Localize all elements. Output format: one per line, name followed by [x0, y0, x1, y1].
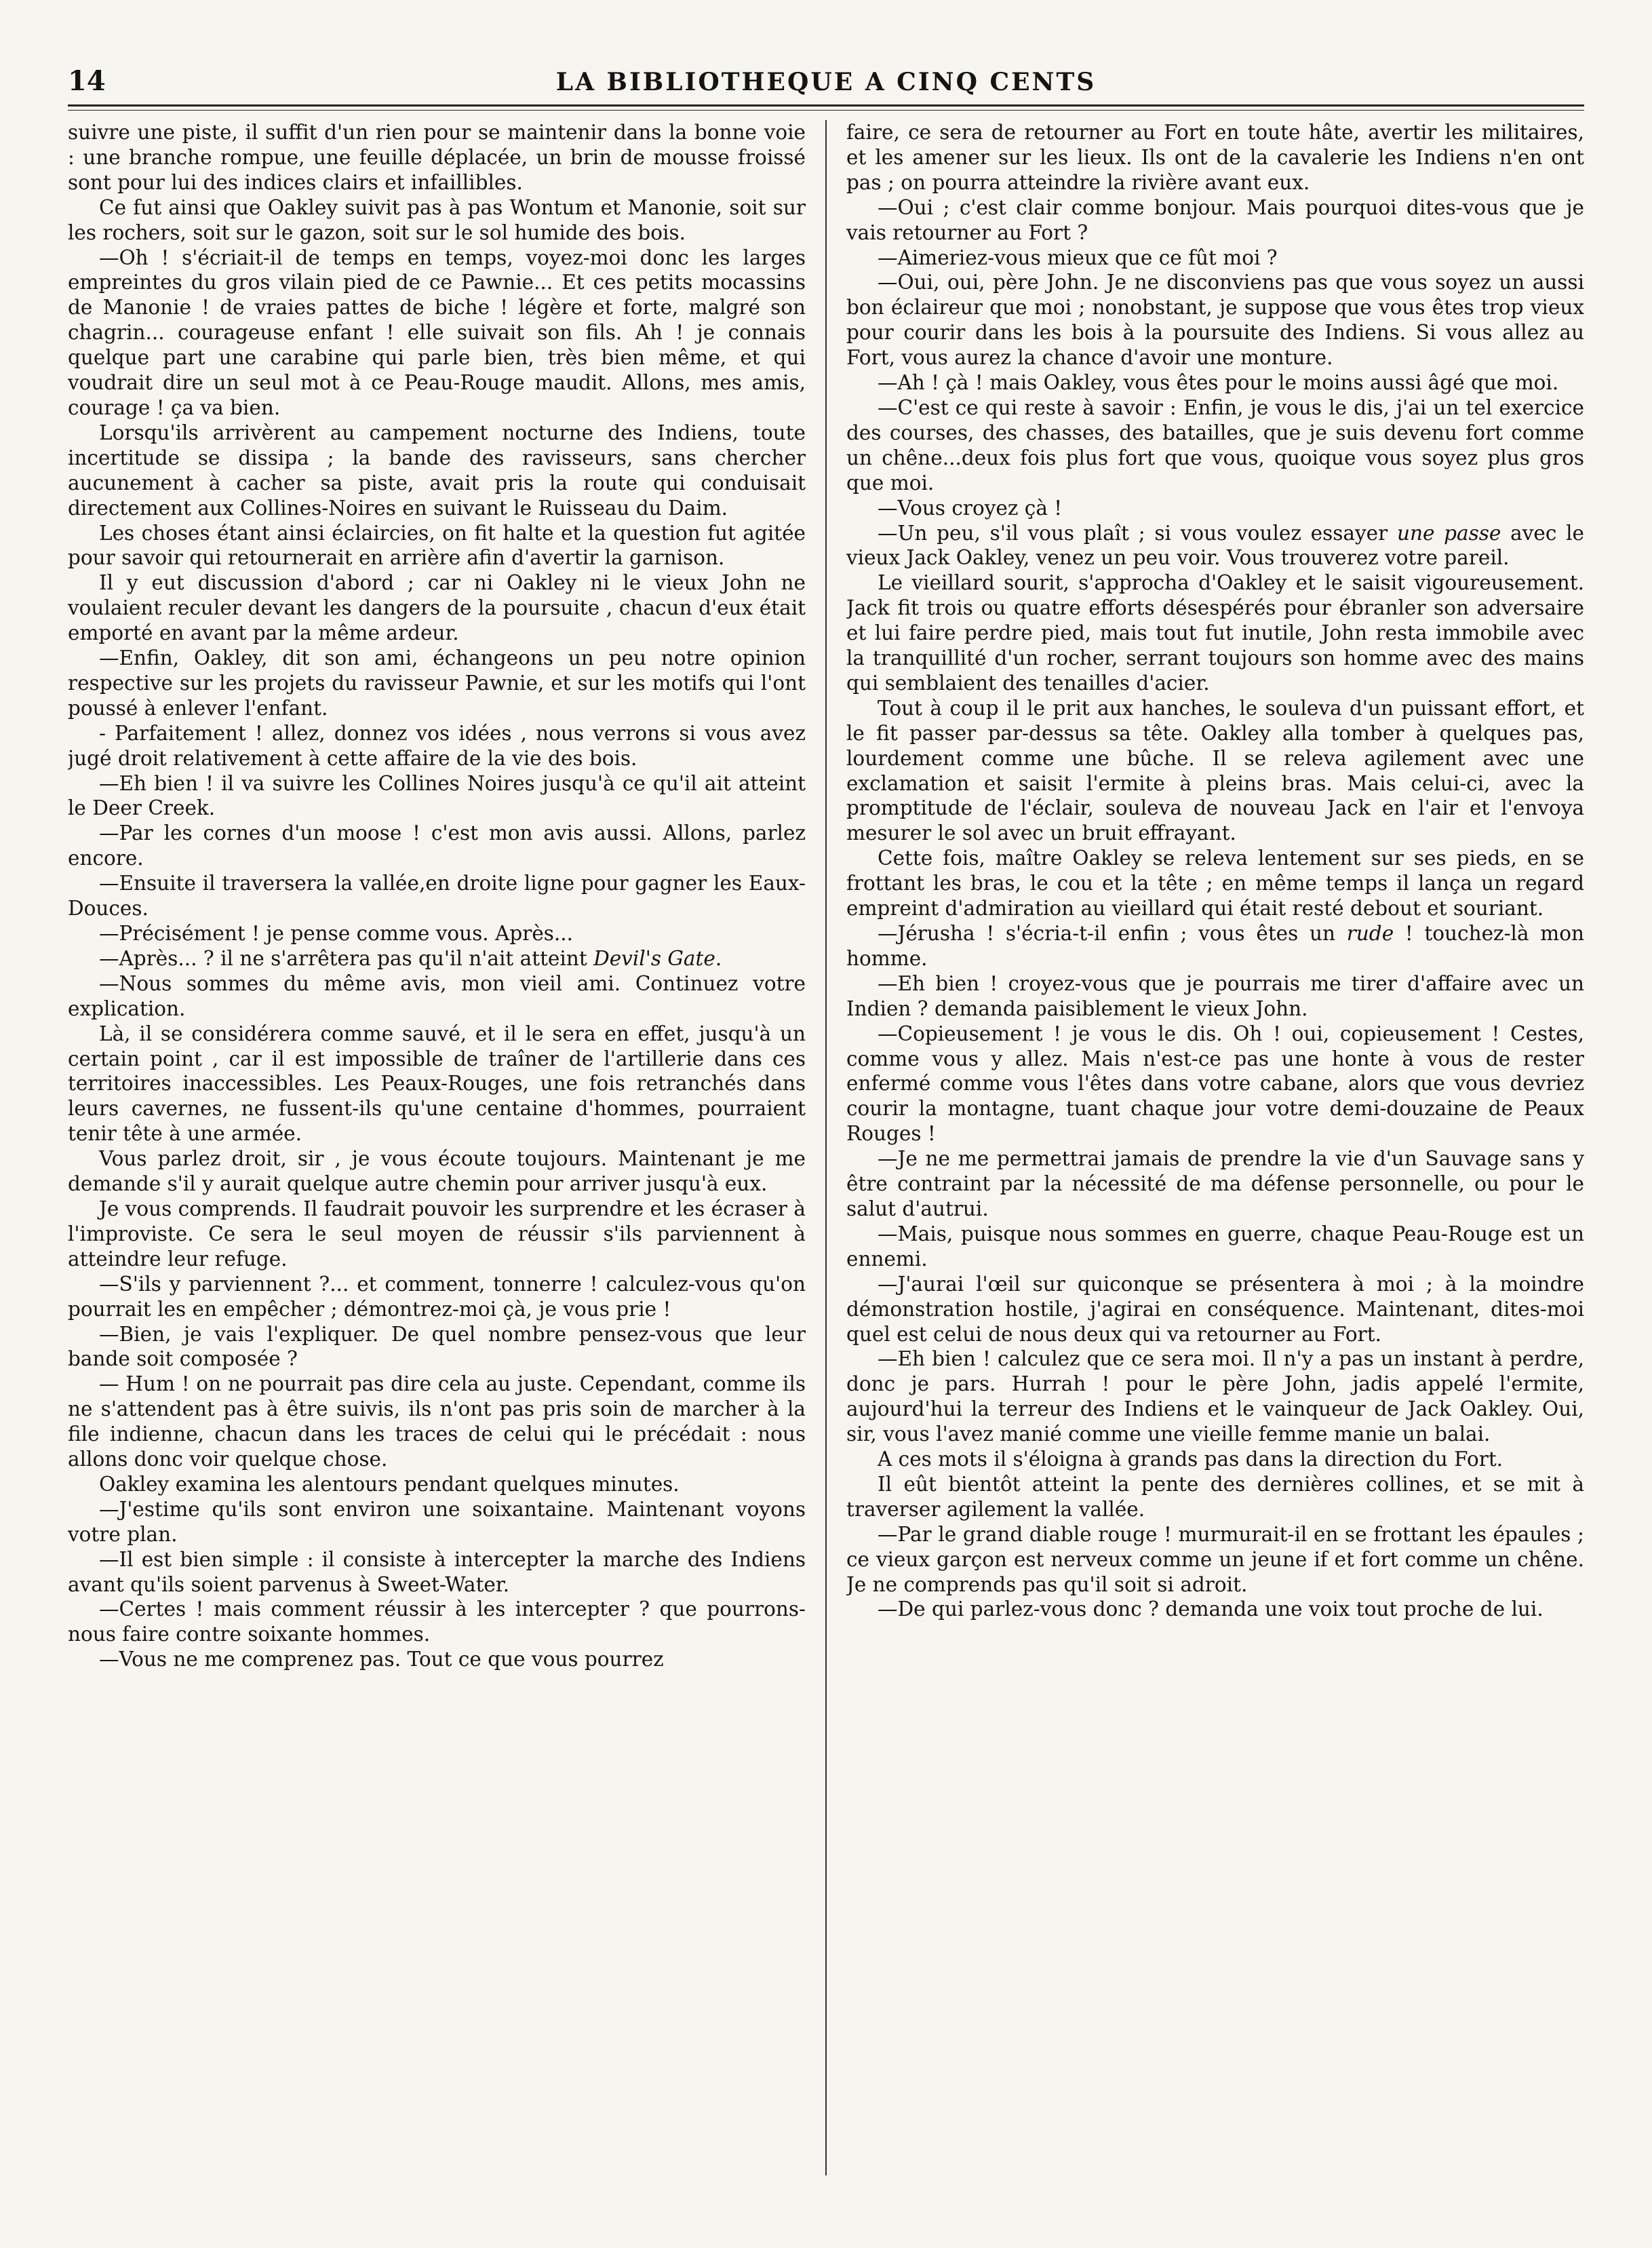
- paragraph: —Enfin, Oakley, dit son ami, échangeons un peu notre opinion respective sur les projets du ravisseur Pawnie, et sur les motifs qui l'ont poussé à enlever l'enfant.: [68, 646, 806, 720]
- paragraph: —S'ils y parviennent ?... et comment, tonnerre ! calculez-vous qu'on pourrait les en empêcher ; démontrez-moi çà, je vous prie !: [68, 1272, 806, 1321]
- paragraph: —Oui ; c'est clair comme bonjour. Mais pourquoi dites-vous que je vais retourner au Fort ?: [846, 195, 1584, 244]
- paragraph: Je vous comprends. Il faudrait pouvoir les surprendre et les écraser à l'improviste. Ce sera le seul moyen de réussir s'ils parviennent à atteindre leur refuge.: [68, 1197, 806, 1271]
- paragraph: —Oh ! s'écriait-il de temps en temps, voyez-moi donc les larges empreintes du gros vilain pied de ce Pawnie... Et ces petits mocassins de Manonie ! de vraies pattes de biche ! légère et forte, malgré son chagrin... courageuse enfant ! elle suivait son fils. Ah ! je connais quelque part une carabine qui parle bien, très bien même, et qui voudrait dire un seul mot à ce Peau-Rouge maudit. Allons, mes amis, courage ! ça va bien.: [68, 246, 806, 419]
- paragraph: —Nous sommes du même avis, mon vieil ami. Continuez votre explication.: [68, 971, 806, 1020]
- paragraph: —Un peu, s'il vous plaît ; si vous voulez essayer une passe avec le vieux Jack Oakley, venez un peu voir. Vous trouverez votre pareil.: [846, 521, 1584, 570]
- running-title: LA BIBLIOTHEQUE A CINQ CENTS: [555, 68, 1097, 96]
- text-columns: [68, 120, 1584, 2182]
- paragraph: —Bien, je vais l'expliquer. De quel nombre pensez-vous que leur bande soit composée ?: [68, 1322, 806, 1371]
- paragraph: —Eh bien ! calculez que ce sera moi. Il n'y a pas un instant à perdre, donc je pars. Hurrah ! pour le père John, jadis appelé l'ermite, aujourd'hui la terreur des Indiens et le vainqueur de Jack Oakley. Oui, sir, vous l'avez manié comme une vieille femme manie un balai.: [846, 1347, 1584, 1446]
- paragraph: —Certes ! mais comment réussir à les intercepter ? que pourrons-nous faire contre soixante hommes.: [68, 1597, 806, 1646]
- paragraph: —Après... ? il ne s'arrêtera pas qu'il n'ait atteint Devil's Gate.: [99, 946, 722, 970]
- paragraph: —Vous ne me comprenez pas. Tout ce que vous pourrez: [99, 1648, 664, 1671]
- paragraph: —Par le grand diable rouge ! murmurait-il en se frottant les épaules ; ce vieux garçon est nerveux comme un jeune if et fort comme un chêne. Je ne comprends pas qu'il soit si adroit.: [846, 1522, 1584, 1596]
- paragraph: —Il est bien simple : il consiste à intercepter la marche des Indiens avant qu'ils soient parvenus à Sweet-Water.: [68, 1547, 806, 1596]
- column-divider: [825, 120, 827, 2175]
- paragraph: —Je ne me permettrai jamais de prendre la vie d'un Sauvage sans y être contraint par la nécessité de ma défense personnelle, ou pour le salut d'autrui.: [846, 1147, 1584, 1220]
- paragraph: Vous parlez droit, sir , je vous écoute toujours. Maintenant je me demande s'il y aurait quelque autre chemin pour arriver jusqu'à eux.: [68, 1147, 806, 1196]
- paragraph: —Jérusha ! s'écria-t-il enfin ; vous êtes un rude ! touchez-là mon homme.: [846, 922, 1584, 970]
- paragraph: - Parfaitement ! allez, donnez vos idées , nous verrons si vous avez jugé droit relativement à cette affaire de la vie des bois.: [68, 721, 806, 770]
- paragraph: —Mais, puisque nous sommes en guerre, chaque Peau-Rouge est un ennemi.: [846, 1222, 1584, 1271]
- paragraph: Là, il se considérera comme sauvé, et il le sera en effet, jusqu'à un certain point , car il est impossible de traîner de l'artillerie dans ces territoires inaccessibles. Les Peaux-Rouges, une fois retranchés dans leurs cavernes, ne fussent-ils qu'une centaine d'hommes, pourraient tenir tête à une armée.: [68, 1022, 806, 1146]
- paragraph: —Précisément ! je pense comme vous. Après...: [99, 922, 574, 945]
- paragraph: —Aimeriez-vous mieux que ce fût moi ?: [878, 246, 1278, 269]
- paragraph: —C'est ce qui reste à savoir : Enfin, je vous le dis, j'ai un tel exercice des courses, des chasses, des batailles, que je suis devenu fort comme un chêne...deux fois plus fort que vous, quoique vous soyez plus gros que moi.: [846, 395, 1584, 495]
- paragraph: —J'estime qu'ils sont environ une soixantaine. Maintenant voyons votre plan.: [68, 1497, 806, 1546]
- right-column: [846, 120, 1584, 2182]
- paragraph: —Eh bien ! il va suivre les Collines Noires jusqu'à ce qu'il ait atteint le Deer Creek.: [68, 771, 806, 820]
- paragraph: Tout à coup il le prit aux hanches, le souleva d'un puissant effort, et le fit passer par-dessus sa tête. Oakley alla tomber à quelques pas, lourdement comme une bûche. Il se releva agilement avec une exclamation et saisit l'ermite à pleins bras. Mais celui-ci, avec la promptitude de l'éclair, souleva de nouveau Jack en l'air et l'envoya mesurer le sol avec un bruit effrayant.: [846, 696, 1584, 845]
- paragraph: Il y eut discussion d'abord ; car ni Oakley ni le vieux John ne voulaient reculer devant les dangers de la poursuite , chacun d'eux était emporté en avant par la même ardeur.: [68, 571, 806, 645]
- paragraph: —Par les cornes d'un moose ! c'est mon avis aussi. Allons, parlez encore.: [68, 821, 806, 870]
- left-column: [68, 120, 806, 2182]
- paragraph: —Copieusement ! je vous le dis. Oh ! oui, copieusement ! Cestes, comme vous y allez. Mais n'est-ce pas une honte à vous de rester enfermé comme vous l'êtes dans votre cabane, alors que vous devriez courir la montagne, tuant chaque jour votre demi-douzaine de Peaux Rouges !: [846, 1022, 1584, 1146]
- header-rule: [68, 104, 1584, 111]
- paragraph: — Hum ! on ne pourrait pas dire cela au juste. Cependant, comme ils ne s'attendent pas à être suivis, ils n'ont pas pris soin de marcher à la file indienne, chacun dans les traces de celui qui le précédait : nous allons donc voir quelque chose.: [68, 1372, 806, 1471]
- paragraph: Oakley examina les alentours pendant quelques minutes.: [99, 1472, 680, 1496]
- paragraph: faire, ce sera de retourner au Fort en toute hâte, avertir les militaires, et les amener sur les lieux. Ils ont de la cavalerie les Indiens n'en ont pas ; on pourra atteindre la rivière avant eux.: [846, 121, 1584, 194]
- paragraph: suivre une piste, il suffit d'un rien pour se maintenir dans la bonne voie : une branche rompue, une feuille déplacée, un brin de mousse froissé sont pour lui des indices clairs et infaillibles.: [68, 121, 806, 194]
- paragraph: A ces mots il s'éloigna à grands pas dans la direction du Fort.: [878, 1448, 1503, 1471]
- paragraph: Les choses étant ainsi éclaircies, on fit halte et la question fut agitée pour savoir qui retournerait en arrière afin d'avertir la garnison.: [68, 521, 806, 570]
- paragraph: —J'aurai l'œil sur quiconque se présentera à moi ; à la moindre démonstration hostile, j'agirai en conséquence. Maintenant, dites-moi quel est celui de nous deux qui va retourner au Fort.: [846, 1272, 1584, 1346]
- paragraph: —Oui, oui, père John. Je ne disconviens pas que vous soyez un aussi bon éclaireur que moi ; nonobstant, je suppose que vous êtes trop vieux pour courir dans les bois à la poursuite des Indiens. Si vous allez au Fort, vous aurez la chance d'avoir une monture.: [846, 271, 1584, 370]
- paragraph: —Ah ! çà ! mais Oakley, vous êtes pour le moins aussi âgé que moi.: [878, 371, 1559, 395]
- page-header: [68, 60, 1584, 99]
- paragraph: Lorsqu'ils arrivèrent au campement nocturne des Indiens, toute incertitude se dissipa ; la bande des ravisseurs, sans chercher aucunement à cacher sa piste, avait pris la route qui conduisait directement aux Collines-Noires en suivant le Ruisseau du Daim.: [68, 421, 806, 520]
- paragraph: —Ensuite il traversera la vallée,en droite ligne pour gagner les Eaux-Douces.: [68, 872, 806, 920]
- paragraph: Le vieillard sourit, s'approcha d'Oakley et le saisit vigoureusement. Jack fit trois ou quatre efforts désespérés pour ébranler son adversaire et lui faire perdre pied, mais tout fut inutile, John resta immobile avec la tranquillité d'un rocher, serrant toujours son homme avec des mains qui semblaient des tenailles d'acier.: [846, 571, 1584, 695]
- page-number: 14: [68, 65, 106, 97]
- paragraph: Il eût bientôt atteint la pente des dernières collines, et se mit à traverser agilement la vallée.: [846, 1472, 1584, 1521]
- paragraph: —De qui parlez-vous donc ? demanda une voix tout proche de lui.: [878, 1597, 1543, 1621]
- paragraph: —Eh bien ! croyez-vous que je pourrais me tirer d'affaire avec un Indien ? demanda paisiblement le vieux John.: [846, 971, 1584, 1020]
- paragraph: Ce fut ainsi que Oakley suivit pas à pas Wontum et Manonie, soit sur les rochers, soit sur le gazon, soit sur le sol humide des bois.: [68, 195, 806, 244]
- paragraph: Cette fois, maître Oakley se releva lentement sur ses pieds, en se frottant les bras, le cou et la tête ; en même temps il lança un regard empreint d'admiration au vieillard qui était resté debout et souriant.: [846, 847, 1584, 920]
- paragraph: —Vous croyez çà !: [878, 496, 1063, 520]
